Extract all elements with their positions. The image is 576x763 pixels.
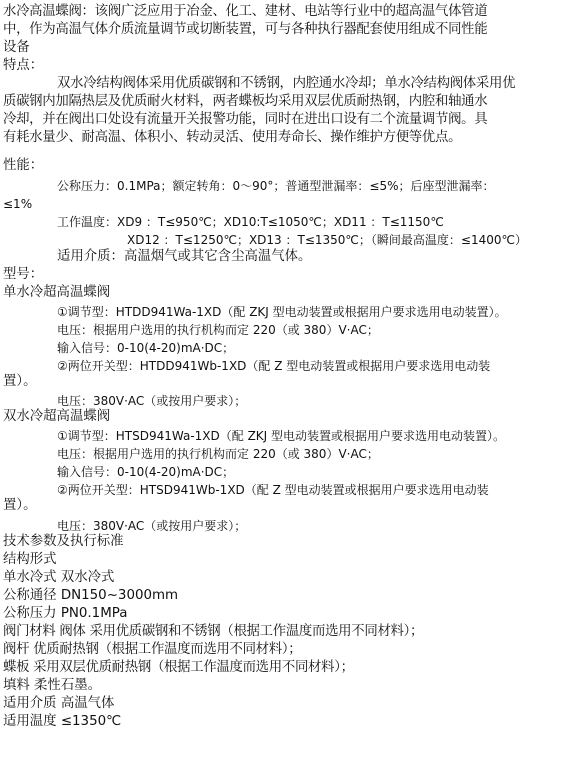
double-voltage2-line: 电压：380V·AC（或按用户要求）； — [57, 519, 247, 533]
applicable-temperature-line: 适用温度 ≤1350℃ — [3, 714, 122, 729]
double-switch-line: ②两位开关型：HTSD941Wb-1XD（配 Z 型电动装置或根据用户要求选用电动装 — [57, 483, 489, 497]
single-switch-line-cont: 置）。 — [3, 374, 37, 389]
intro-line-1: 水冷高温蝶阀：该阀广泛应用于冶金、化工、建材、电站等行业中的超高温气体管道 — [3, 4, 488, 19]
features-line-1: 双水冷结构阀体采用优质碳钢和不锈钢，内腔通水冷却；单水冷结构阀体采用优 — [57, 76, 516, 91]
valve-material-line: 阀门材料 阀体 采用优质碳钢和不锈钢（根据工作温度而选用不同材料）； — [3, 624, 424, 639]
intro-line-3: 设备 — [3, 40, 30, 55]
applicable-medium-line: 适用介质 高温气体 — [3, 696, 115, 711]
nominal-diameter-line: 公称通径 DN150~3000mm — [3, 588, 179, 603]
model-heading: 型号： — [3, 267, 44, 282]
medium-line: 适用介质：高温烟气或其它含尘高温气体。 — [57, 249, 312, 264]
features-line-4: 有耗水量少、耐高温、体积小、转动灵活、使用寿命长、操作维护方便等优点。 — [3, 130, 462, 145]
pressure-line: 公称压力：0.1MPa；额定转角：0～90°；普通型泄漏率：≤5%；后座型泄漏率： — [57, 179, 495, 193]
features-heading: 特点： — [3, 58, 44, 73]
packing-line: 填料 柔性石墨。 — [3, 678, 101, 693]
tech-params-heading: 技术参数及执行标准 — [3, 534, 124, 549]
single-voltage2-line: 电压：380V·AC（或按用户要求）； — [57, 394, 247, 408]
features-line-3: 冷却，并在阀出口处设有流量开关报警功能，同时在进出口设有二个流量调节阀。具 — [3, 112, 488, 127]
double-voltage-line: 电压：根据用户选用的执行机构而定 220（或 380）V·AC； — [57, 447, 379, 461]
pressure-line-cont: ≤1% — [3, 197, 33, 211]
structure-heading: 结构形式 — [3, 552, 57, 567]
temperature-line-2: XD12 ：T≤1250℃；XD13 ：T≤1350℃；（瞬间最高温度：≤1400℃） — [127, 233, 527, 247]
single-cooled-heading: 单水冷超高温蝶阀 — [3, 285, 111, 300]
nominal-pressure-line: 公称压力 PN0.1MPa — [3, 606, 128, 621]
temperature-line-1: 工作温度：XD9 ：T≤950℃；XD10:T≤1050℃；XD11 ：T≤1150℃ — [57, 215, 444, 229]
disc-material-line: 蝶板 采用双层优质耐热钢（根据工作温度而选用不同材料）； — [3, 660, 354, 675]
stem-material-line: 阀杆 优质耐热钢（根据工作温度而选用不同材料）； — [3, 642, 302, 657]
single-switch-line: ②两位开关型：HTDD941Wb-1XD（配 Z 型电动装置或根据用户要求选用电动装 — [57, 359, 491, 373]
double-cooled-heading: 双水冷超高温蝶阀 — [3, 409, 111, 424]
structure-types-line: 单水冷式 双水冷式 — [3, 570, 115, 585]
single-voltage-line: 电压：根据用户选用的执行机构而定 220（或 380）V·AC； — [57, 323, 379, 337]
double-switch-line-cont: 置）。 — [3, 498, 37, 513]
single-regulating-line: ①调节型：HTDD941Wa-1XD（配 ZKJ 型电动装置或根据用户要求选用电动装置）。 — [57, 305, 507, 319]
performance-heading: 性能： — [3, 158, 44, 173]
double-input-line: 输入信号：0-10(4-20)mA·DC； — [57, 465, 235, 479]
intro-line-2: 中，作为高温气体介质流量调节或切断装置，可与各种执行器配套使用组成不同性能 — [3, 22, 488, 37]
single-input-line: 输入信号：0-10(4-20)mA·DC； — [57, 341, 235, 355]
features-line-2: 质碳钢内加隔热层及优质耐火材料，两者蝶板均采用双层优质耐热钢，内腔和轴通水 — [3, 94, 488, 109]
double-regulating-line: ①调节型：HTSD941Wa-1XD（配 ZKJ 型电动装置或根据用户要求选用电动装置）。 — [57, 429, 506, 443]
